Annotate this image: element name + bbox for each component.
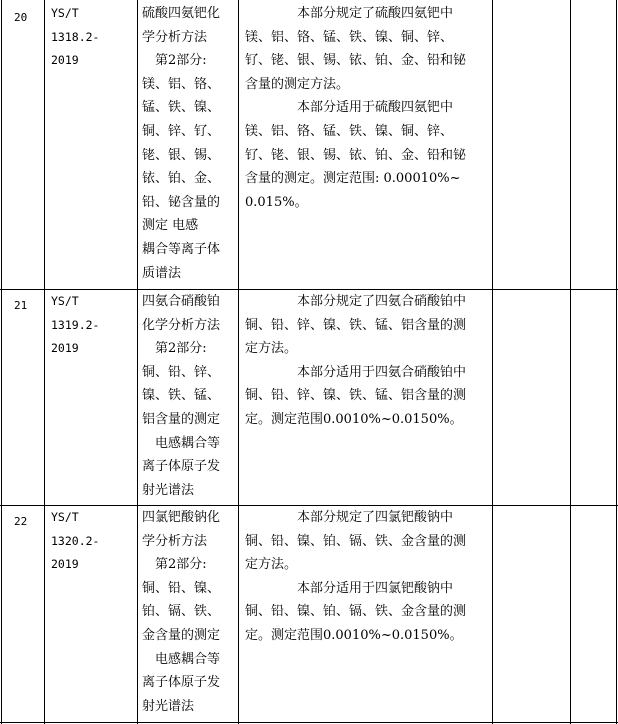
standard-name [142,2,237,285]
scope-line: 0.015%。 [245,194,308,210]
scope-line: 定。测定范围0.0010%~0.0150%。 [245,627,463,643]
standard-name [142,290,237,502]
name-line: 铜、铅、镍、 [142,580,221,596]
name-line: 金含量的测定 [142,627,221,643]
column-divider [44,0,45,724]
scope-line: 本部分规定了四氨合硝酸铂中 [297,294,467,309]
scope-line: 本部分规定了硫酸四氨钯中 [297,6,454,21]
name-line: 化学分析方法 [142,317,221,333]
name-line: 学分析方法 [142,29,208,45]
name-line: 射光谱法 [142,698,195,714]
standard-scope [245,506,491,648]
name-line: 镍、铁、锰、 [142,388,221,404]
name-line: 射光谱法 [142,482,195,498]
code-line: 2019 [51,53,79,68]
scope-line: 本部分适用于四氨合硝酸铂中 [297,364,467,380]
code-line: YS/T [51,6,79,20]
name-line: 学分析方法 [142,533,208,549]
standard-scope [245,290,491,432]
code-line: 1318.2- [51,29,100,44]
scope-line: 铜、铅、锌、镍、铁、锰、铝含量的测 [245,317,467,333]
row-number-text: 22 [14,515,28,528]
code-line: YS/T [51,294,79,308]
scope-line: 铜、铅、锌、镍、铁、锰、铝含量的测 [245,388,467,404]
column-divider [238,0,239,724]
name-line: 铜、锌、钌、 [142,123,221,139]
table-border-right [616,0,617,724]
code-line: 2019 [51,341,79,356]
standard-scope [245,2,491,214]
scope-line: 钌、铑、银、锡、铱、铂、金、铅和铋 [245,53,467,69]
name-line: 四氯钯酸钠化 [142,510,221,525]
table-row-number [14,6,42,30]
scope-line: 镁、铝、铬、锰、铁、镍、铜、锌、 [245,123,454,139]
code-line: 1319.2- [51,317,100,332]
name-line: 第2部分: [155,53,207,69]
standard-code [51,290,135,361]
code-line: YS/T [51,510,79,524]
name-line: 第2部分: [155,557,207,573]
name-line: 质谱法 [142,265,182,281]
table-border-left [1,0,2,724]
name-line: 铱、铂、金、 [142,171,221,187]
scope-line: 钌、铑、银、锡、铱、铂、金、铅和铋 [245,147,467,163]
row-number-text: 21 [14,299,28,312]
scope-line: 定方法。 [245,341,298,357]
scope-line: 定。测定范围0.0010%~0.0150%。 [245,411,463,427]
standard-code [51,2,135,73]
name-line: 铂、镉、铁、 [142,604,221,620]
scope-line: 含量的测定方法。 [245,76,350,92]
row-number-text: 20 [14,11,28,24]
name-line: 镁、铝、铬、 [142,76,221,92]
code-line: 1320.2- [51,533,100,548]
scope-line: 含量的测定。测定范围: 0.00010%~ [245,171,461,187]
name-line: 铜、铅、锌、 [142,364,221,380]
name-line: 硫酸四氨钯化 [142,6,221,21]
scope-line: 定方法。 [245,557,298,573]
table-border-bottom [0,722,618,723]
name-line: 离子体原子发 [142,459,221,475]
name-line: 测定 电感 [142,218,199,234]
name-line: 铑、银、锡、 [142,147,221,163]
scope-line: 镁、铝、铬、锰、铁、镍、铜、锌、 [245,29,454,45]
code-line: 2019 [51,557,79,572]
empty-column-cell [493,0,569,722]
name-line: 离子体原子发 [142,675,221,691]
name-line: 电感耦合等 [155,651,221,667]
column-divider [137,0,138,724]
scope-line: 本部分适用于四氯钯酸钠中 [297,580,454,596]
scope-line: 铜、铅、镍、铂、镉、铁、金含量的测 [245,604,467,620]
name-line: 铝含量的测定 [142,411,221,427]
standard-name [142,506,237,718]
name-line: 第2部分: [155,341,207,357]
empty-column-cell [571,0,615,722]
name-line: 锰、铁、镍、 [142,100,221,116]
name-line: 四氨合硝酸铂 [142,294,221,309]
scope-line: 本部分适用于硫酸四氨钯中 [297,100,454,116]
scope-line: 铜、铅、镍、铂、镉、铁、金含量的测 [245,533,467,549]
scope-line: 本部分规定了四氯钯酸钠中 [297,510,454,525]
name-line: 电感耦合等 [155,435,221,451]
name-line: 铅、铋含量的 [142,194,221,210]
table-row-number [14,510,42,534]
name-line: 耦合等离子体 [142,241,221,257]
standard-code [51,506,135,577]
table-row-number [14,294,42,318]
